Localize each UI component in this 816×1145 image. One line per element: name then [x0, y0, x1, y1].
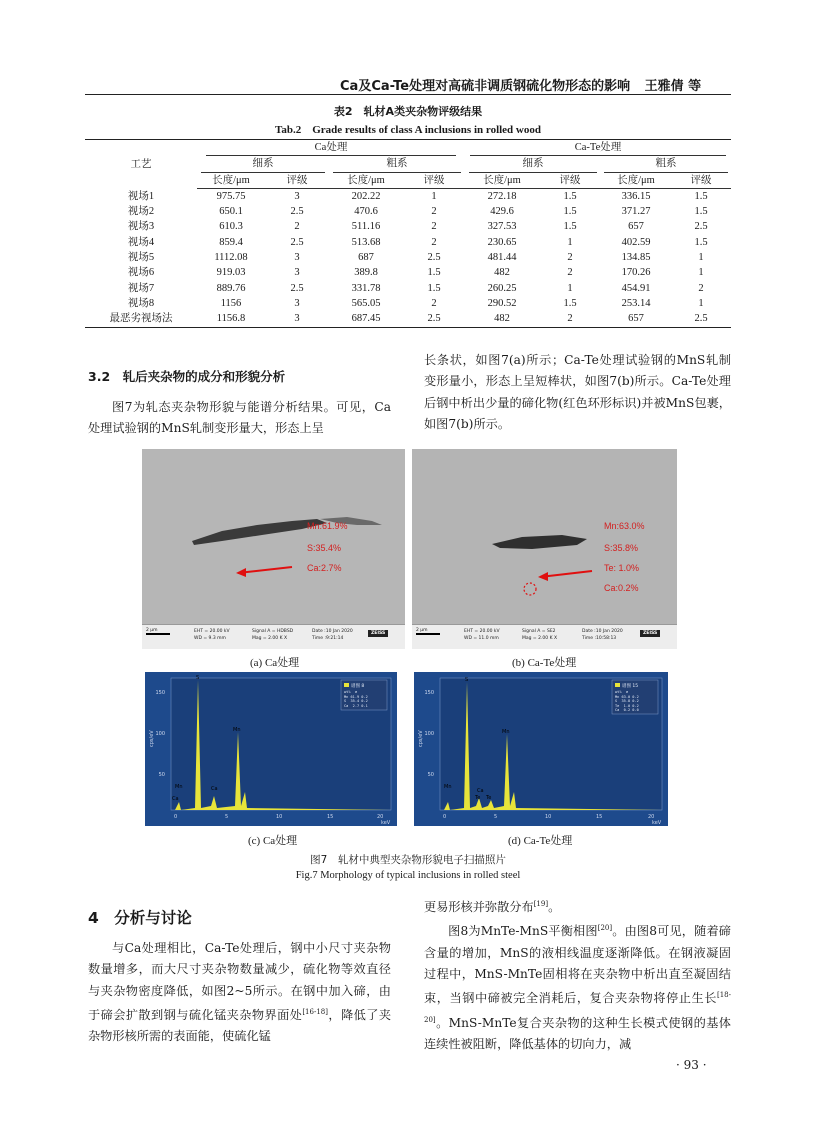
svg-text:Mn: Mn [444, 784, 452, 790]
svg-text:150: 150 [155, 690, 165, 696]
table-cell: 481.44 [487, 252, 517, 264]
table-cell: 1 [567, 236, 573, 248]
svg-text:15: 15 [596, 814, 603, 820]
svg-text:Mn: Mn [233, 727, 241, 733]
table-cell: 565.05 [351, 297, 381, 309]
zeiss-logo: ZEISS [640, 630, 660, 637]
table-cell: 513.68 [351, 236, 381, 248]
table-cell: 2.5 [694, 221, 708, 233]
table-cell: 3 [294, 267, 300, 279]
row-label: 视场4 [127, 236, 155, 248]
table-cell: 230.65 [487, 236, 517, 248]
eds-spectrum-c [145, 672, 397, 826]
svg-text:S: S [465, 677, 469, 683]
svg-text:10: 10 [276, 814, 283, 820]
table-cell: 371.27 [621, 206, 651, 218]
row-label: 视场6 [127, 267, 155, 279]
group-ca: Ca处理 [206, 140, 456, 156]
table-cell: 2.5 [403, 311, 465, 327]
table-row [85, 250, 731, 265]
svg-text:100: 100 [424, 731, 434, 737]
table-cell: 1.5 [694, 236, 708, 248]
table-cell: 134.85 [621, 252, 651, 264]
table-cell: 1 [698, 297, 704, 309]
table-cell: 657 [601, 311, 671, 327]
table-cell: 2 [539, 311, 601, 327]
svg-text:Mn: Mn [502, 729, 510, 735]
row-label: 视场7 [127, 282, 155, 294]
table-cell: 482 [465, 311, 539, 327]
table-cell: 1 [698, 267, 704, 279]
table-cell: 975.75 [216, 190, 246, 202]
fine-cate: 细系 [469, 156, 597, 172]
svg-text:0: 0 [443, 814, 447, 820]
table-row [85, 265, 731, 280]
subcaption-b: (b) Ca-Te处理 [512, 657, 577, 669]
zeiss-logo: ZEISS [368, 630, 388, 637]
table-cell: 919.03 [216, 267, 246, 279]
hdr-length: 长度/μm [197, 173, 265, 189]
table-cell: 3 [294, 297, 300, 309]
table-cell: 2.5 [427, 252, 441, 264]
svg-text:Te: Te [475, 795, 481, 801]
svg-text:50: 50 [427, 772, 434, 778]
svg-text:keV: keV [652, 820, 662, 826]
svg-text:S: S [196, 675, 200, 681]
table-cell: 290.52 [487, 297, 517, 309]
svg-text:谱图 8: 谱图 8 [351, 684, 365, 689]
table-cell: 3 [265, 311, 329, 327]
table-cell: 650.1 [219, 206, 243, 218]
table-cell: 2.5 [290, 206, 304, 218]
table-row [85, 204, 731, 219]
sem-b-footer: 2 μm EHT = 20.00 kV WD = 11.0 mm Signal A = SE2 Mag = 2.00 K X Date :10 Jan 2020 Time :10:58:13 ZEISS [412, 624, 677, 649]
table-cell: 657 [628, 221, 644, 233]
coarse-ca: 粗系 [333, 156, 461, 172]
table-row [85, 219, 731, 234]
svg-text:谱图 15: 谱图 15 [622, 684, 639, 689]
figure-caption-en: Fig.7 Morphology of typical inclusions in rolled steel [295, 870, 521, 881]
table-cell: 2 [698, 282, 704, 294]
sem-b-mn: Mn:63.0% [604, 521, 645, 531]
table-cell: 1.5 [427, 267, 441, 279]
svg-text:cps/eV: cps/eV [418, 730, 424, 747]
eds-c-wt-table: wt% σ Mn 61.9 0.2 S 35.4 0.2 Ca 2.7 0.1 [344, 690, 368, 708]
section-3-2-heading: 3.2 轧后夹杂物的成分和形貌分析 [88, 369, 286, 384]
svg-text:cps/eV: cps/eV [149, 730, 155, 747]
svg-text:Ca: Ca [211, 786, 218, 792]
table-cell: 610.3 [219, 221, 243, 233]
table-cell: 2 [431, 297, 437, 309]
table-cell: 272.18 [487, 190, 517, 202]
svg-text:100: 100 [155, 731, 165, 737]
svg-text:Ca: Ca [172, 796, 179, 802]
row-label: 视场1 [127, 190, 155, 202]
sem-b-s: S:35.8% [604, 543, 639, 553]
table-cell: 260.25 [487, 282, 517, 294]
hdr-length: 长度/μm [465, 173, 539, 189]
table-cell: 1.5 [563, 206, 577, 218]
figure-caption-cn: 图7 轧材中典型夹杂物形貌电子扫描照片 [310, 854, 506, 866]
table-cell: 1156 [220, 297, 242, 309]
sem-image-b [412, 449, 677, 649]
hdr-grade: 评级 [403, 173, 465, 189]
eds-d-wt-table: wt% σ Mn 63.0 0.2 S 35.8 0.2 Te 1.0 0.2 Ca 0.2 0.0 [615, 690, 639, 713]
table-cell: 2.5 [290, 282, 304, 294]
table-cell: 331.78 [351, 282, 381, 294]
table-cell: 2 [431, 236, 437, 248]
table-cell: 170.26 [621, 267, 651, 279]
table-caption-cn: 表2 轧材A类夹杂物评级结果 [333, 105, 483, 118]
hdr-length: 长度/μm [329, 173, 403, 189]
subcaption-c: (c) Ca处理 [248, 835, 298, 847]
table-cell: 336.15 [621, 190, 651, 202]
svg-text:Ca: Ca [477, 788, 484, 794]
svg-text:Te: Te [486, 795, 492, 801]
coarse-cate: 粗系 [604, 156, 728, 172]
row-label: 视场2 [127, 206, 155, 218]
table-row [85, 188, 731, 204]
table-cell: 202.22 [351, 190, 381, 202]
table-cell: 1 [698, 252, 704, 264]
svg-text:15: 15 [327, 814, 334, 820]
row-label: 视场8 [127, 297, 155, 309]
grade-table [85, 139, 731, 328]
col-process: 工艺 [85, 140, 197, 189]
hdr-length: 长度/μm [601, 173, 671, 189]
table-cell: 1.5 [427, 282, 441, 294]
table-cell: 1 [567, 282, 573, 294]
group-cate: Ca-Te处理 [470, 140, 726, 156]
sem-b-inclusion [412, 449, 677, 625]
table-cell: 2 [567, 267, 573, 279]
table-cell: 2.5 [671, 311, 731, 327]
hdr-grade: 评级 [671, 173, 731, 189]
svg-text:20: 20 [377, 814, 384, 820]
table-cell: 3 [294, 190, 300, 202]
table-cell: 1.5 [694, 206, 708, 218]
svg-text:150: 150 [424, 690, 434, 696]
section-4-para-left: 与Ca处理相比，Ca-Te处理后，钢中小尺寸夹杂物数量增多，而大尺寸夹杂物数量减少，硫化物等效直径与夹杂物密度降低，如图2~5所示。在钢中加入碲，由于碲会扩散到钢与硫化锰夹杂物界面处[16-18]，降低了夹杂物形核所需的表面能，使硫化锰 [88, 941, 392, 1044]
hdr-grade: 评级 [539, 173, 601, 189]
sem-a-ca: Ca:2.7% [307, 563, 342, 573]
header-title: Ca及Ca-Te处理对高硫非调质钢硫化物形态的影响 [340, 79, 631, 94]
table-cell: 1156.8 [197, 311, 265, 327]
table-cell: 889.76 [216, 282, 246, 294]
table-cell: 327.53 [487, 221, 517, 233]
svg-text:5: 5 [225, 814, 229, 820]
sem-image-a [142, 449, 405, 649]
table-row [85, 235, 731, 250]
table-cell: 859.4 [219, 236, 243, 248]
section-3-2-para-right: 长条状，如图7(a)所示；Ca-Te处理试验钢的MnS轧制变形量小，形态上呈短棒状，如图7(b)所示。Ca-Te处理后钢中析出少量的碲化物(红色环形标识)并被MnS包裹，如图7(b)所示。 [424, 353, 731, 431]
svg-text:20: 20 [648, 814, 655, 820]
header-rule [85, 94, 731, 95]
section-3-2-para-left: 图7为轧态夹杂物形貌与能谱分析结果。可见，Ca处理试验钢的MnS轧制变形量大，形态上呈 [88, 400, 391, 436]
table-cell: 402.59 [621, 236, 651, 248]
header-authors: 王雅倩 等 [644, 79, 702, 94]
table-cell: 253.14 [621, 297, 651, 309]
table-cell: 1 [431, 190, 437, 202]
subcaption-a: (a) Ca处理 [250, 657, 300, 669]
svg-text:5: 5 [494, 814, 498, 820]
table-cell: 3 [294, 252, 300, 264]
fine-ca: 细系 [201, 156, 325, 172]
eds-spectrum-d [414, 672, 668, 826]
table-cell: 2.5 [290, 236, 304, 248]
table-cell: 511.16 [351, 221, 381, 233]
table-row [85, 296, 731, 311]
table-cell: 687 [358, 252, 374, 264]
table-cell: 1112.08 [214, 252, 248, 264]
row-label: 最恶劣视场法 [85, 311, 197, 327]
table-caption-en: Tab.2 Grade results of class A inclusions in rolled wood [275, 124, 541, 136]
table-cell: 1.5 [563, 221, 577, 233]
sem-b-ca: Ca:0.2% [604, 583, 639, 593]
svg-text:Mn: Mn [175, 784, 183, 790]
table-cell: 1.5 [563, 297, 577, 309]
sem-a-mn: Mn:61.9% [307, 521, 348, 531]
subcaption-d: (d) Ca-Te处理 [508, 835, 573, 847]
section-4-para-right: 更易形核并弥散分布[19]。 图8为MnTe-MnS平衡相图[20]。由图8可见，随着碲含量的增加，MnS的液相线温度逐渐降低。在钢液凝固过程中，MnS-MnTe固相将在夹杂物中析出直至凝固结束，当钢中碲被完全消耗后，复合夹杂物将停止生长[18-20]。MnS-MnTe复合夹杂物的这种生长模式使钢的基体连续性被阻断，降低基体的切向力，减 [424, 900, 731, 1052]
row-label: 视场3 [127, 221, 155, 233]
table-row [85, 281, 731, 296]
table-cell: 1.5 [563, 190, 577, 202]
table-cell: 389.8 [354, 267, 378, 279]
svg-text:0: 0 [174, 814, 178, 820]
table-row [85, 311, 731, 327]
table-cell: 2 [431, 221, 437, 233]
sem-a-s: S:35.4% [307, 543, 342, 553]
table-cell: 2 [294, 221, 300, 233]
svg-text:keV: keV [381, 820, 391, 826]
table-cell: 687.45 [329, 311, 403, 327]
section-4-heading: 4 分析与讨论 [88, 909, 192, 927]
page-number: · 93 · [676, 1058, 707, 1072]
sem-a-inclusion [142, 449, 405, 625]
table-cell: 1.5 [694, 190, 708, 202]
sem-a-footer: 2 μm EHT = 20.00 kV WD = 9.3 mm Signal A = HDBSD Mag = 2.00 K X Date :10 Jan 2020 Time :9:21:14 ZEISS [142, 624, 405, 649]
svg-text:50: 50 [158, 772, 165, 778]
table-cell: 2 [431, 206, 437, 218]
svg-text:10: 10 [545, 814, 552, 820]
running-header [340, 75, 701, 94]
sem-b-te: Te: 1.0% [604, 563, 640, 573]
hdr-grade: 评级 [265, 173, 329, 189]
table-cell: 470.6 [354, 206, 378, 218]
row-label: 视场5 [127, 252, 155, 264]
table-cell: 429.6 [490, 206, 514, 218]
table-cell: 2 [567, 252, 573, 264]
table-cell: 482 [494, 267, 510, 279]
table-cell: 454.91 [621, 282, 651, 294]
